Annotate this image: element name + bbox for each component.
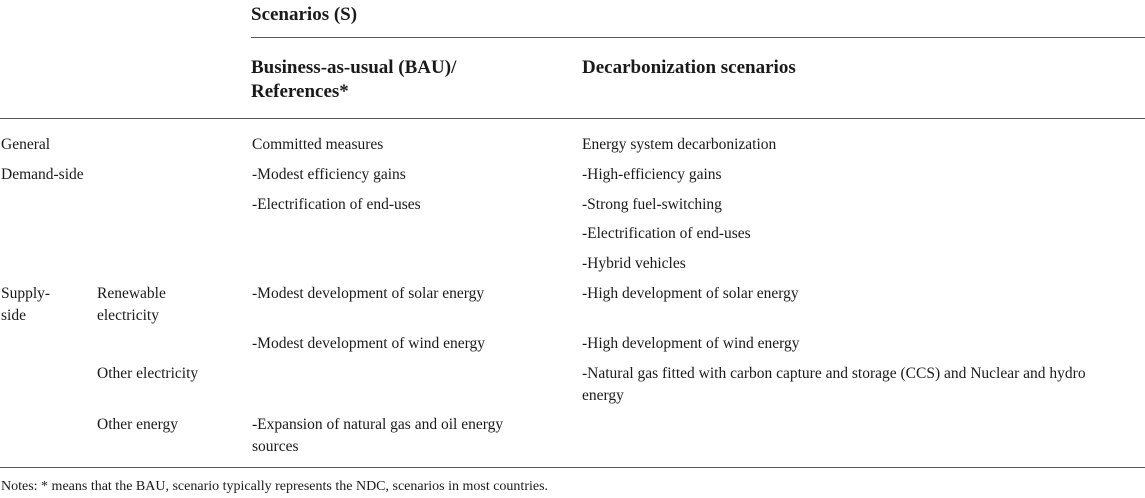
row-label-demand-side: Demand-side (1, 166, 84, 183)
cell-demand-decarb-3: -Electrification of end-uses (582, 225, 751, 242)
header-bau-line1: Business-as-usual (BAU)/ (251, 57, 457, 78)
cell-other-energy-bau-line1: -Expansion of natural gas and oil energy (252, 416, 504, 433)
sublabel-other-electricity: Other electricity (97, 365, 199, 382)
cell-renewable-bau-2: -Modest development of wind energy (252, 335, 486, 352)
cell-demand-bau-2: -Electrification of end-uses (252, 196, 421, 213)
row-label-supply-line1: Supply- (1, 285, 51, 302)
header-scenarios: Scenarios (S) (251, 4, 358, 25)
row-label-general: General (1, 136, 51, 153)
header-decarbonization: Decarbonization scenarios (582, 57, 796, 78)
cell-demand-bau-1: -Modest efficiency gains (252, 166, 406, 183)
sublabel-renewable-line2: electricity (97, 307, 159, 324)
rule-under-header (0, 118, 1145, 119)
cell-general-bau: Committed measures (252, 136, 384, 153)
rule-under-scenarios (251, 37, 1145, 38)
cell-renewable-decarb-2: -High development of wind energy (582, 335, 800, 352)
cell-demand-decarb-2: -Strong fuel-switching (582, 196, 722, 213)
sublabel-other-energy: Other energy (97, 416, 179, 433)
cell-renewable-bau-1: -Modest development of solar energy (252, 285, 485, 302)
row-label-supply-line2: side (1, 307, 26, 324)
cell-demand-decarb-1: -High-efficiency gains (582, 166, 722, 183)
sublabel-renewable-line1: Renewable (97, 285, 166, 302)
cell-demand-decarb-4: -Hybrid vehicles (582, 255, 686, 272)
cell-general-decarb: Energy system decarbonization (582, 136, 777, 153)
cell-renewable-decarb-1: -High development of solar energy (582, 285, 799, 302)
cell-other-energy-bau-line2: sources (252, 438, 299, 455)
cell-other-electricity-decarb-line1: -Natural gas fitted with carbon capture and storage (CCS) and Nuclear and hydro (582, 365, 1086, 382)
header-bau-line2: References* (251, 81, 349, 102)
cell-other-electricity-decarb-line2: energy (582, 387, 624, 404)
rule-table-bottom (0, 467, 1145, 468)
table-notes: Notes: * means that the BAU, scenario typically represents the NDC, scenarios in most countries. (1, 479, 549, 494)
